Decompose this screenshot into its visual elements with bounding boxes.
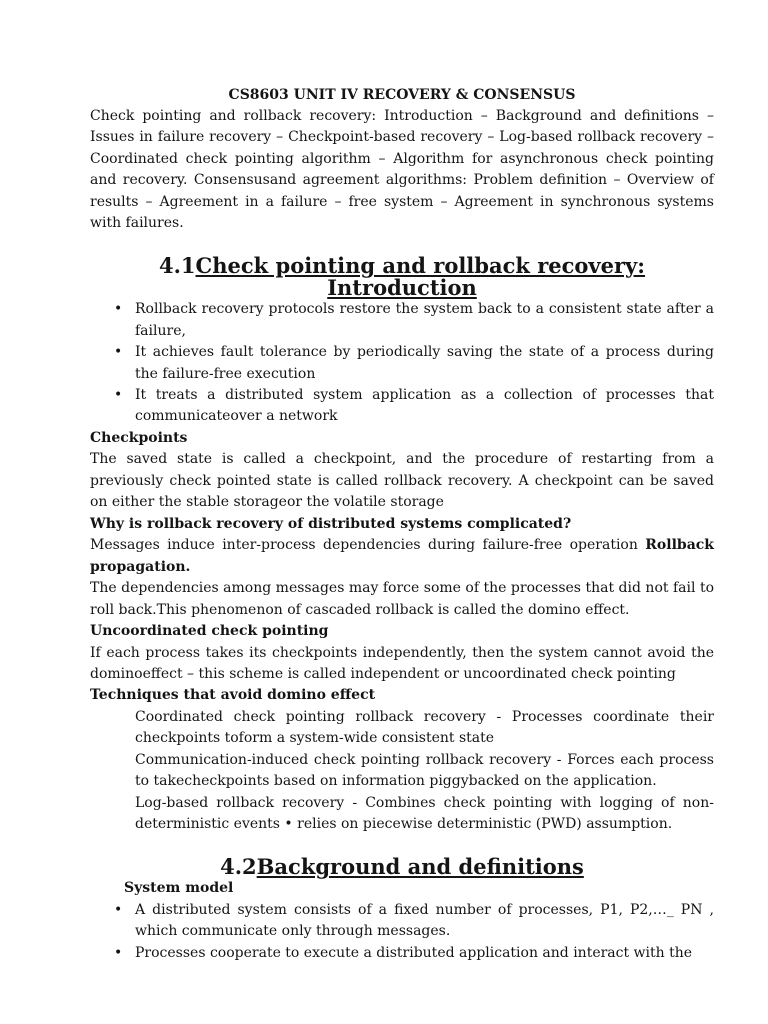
section-number: 4.2 <box>220 854 257 880</box>
domino-effect-text: The dependencies among messages may force some of the processes that did not fail to roll back.This phenomenon of cascaded rollback is called the domino effect. <box>90 580 714 618</box>
system-model-heading: System model <box>124 880 234 897</box>
document-page <box>90 84 714 964</box>
list-item: • Processes cooperate to execute a distributed application and interact with the <box>90 943 714 964</box>
checkpoints-heading: Checkpoints <box>90 429 188 446</box>
intro-bullet-list <box>90 299 714 427</box>
why-text-plain: Messages induce inter-process dependencies during failure-free operation <box>90 537 646 554</box>
list-item: • It achieves fault tolerance by periodically saving the state of a process during the failure-free execution <box>90 342 714 385</box>
list-item: • Rollback recovery protocols restore the system back to a consistent state after a failure, <box>90 299 714 342</box>
uncoordinated-text: If each process takes its checkpoints independently, then the system cannot avoid the dominoeffect – this scheme is called independent or uncoordinated check pointing <box>90 644 714 682</box>
section-4-2-heading <box>90 856 714 878</box>
technique-item: Log-based rollback recovery - Combines check pointing with logging of non-deterministic events • relies on piecewise deterministic (PWD) assumption. <box>135 794 714 832</box>
checkpoints-text: The saved state is called a checkpoint, and the procedure of restarting from a previously check pointed state is called rollback recovery. A checkpoint can be saved on either the stable storageor the volatile storage <box>90 451 714 511</box>
section-number: 4.1 <box>158 253 196 279</box>
section-4-1-heading <box>90 255 714 299</box>
technique-item: Coordinated check pointing rollback recovery - Processes coordinate their checkpoints toform a system-wide consistent state <box>135 708 714 747</box>
document-title: CS8603 UNIT IV RECOVERY & CONSENSUS <box>228 87 576 103</box>
list-item: • A distributed system consists of a fixed number of processes, P1, P2,…_ PN , which communicate only through messages. <box>90 900 714 943</box>
uncoordinated-heading: Uncoordinated check pointing <box>90 622 329 639</box>
section-title: Check pointing and rollback recovery: Introduction <box>195 253 646 301</box>
techniques-heading: Techniques that avoid domino effect <box>90 687 376 704</box>
why-complicated-heading: Why is rollback recovery of distributed systems complicated? <box>90 515 572 532</box>
list-item: • It treats a distributed system application as a collection of processes that communicateover a network <box>90 385 714 428</box>
section-title: Background and definitions <box>256 854 584 880</box>
technique-item: Communication-induced check pointing rollback recovery - Forces each process to takecheckpoints based on information piggybacked on the application. <box>135 751 714 790</box>
why-complicated-text <box>90 535 714 578</box>
unit-intro: Check pointing and rollback recovery: Introduction – Background and definitions – Issues in failure recovery – Checkpoint-based recovery – Log-based rollback recovery – Coordinated check pointing algorithm – Algorithm for asynchronous check pointing and recovery. Consensusand agreement algorithms: Problem definition – Overview of results – Agreement in a failure – free system – Agreement in synchronous systems with failures. <box>90 108 714 232</box>
rollback-propagation-term: Rollback propagation. <box>90 537 714 575</box>
system-model-bullet-list <box>90 900 714 964</box>
